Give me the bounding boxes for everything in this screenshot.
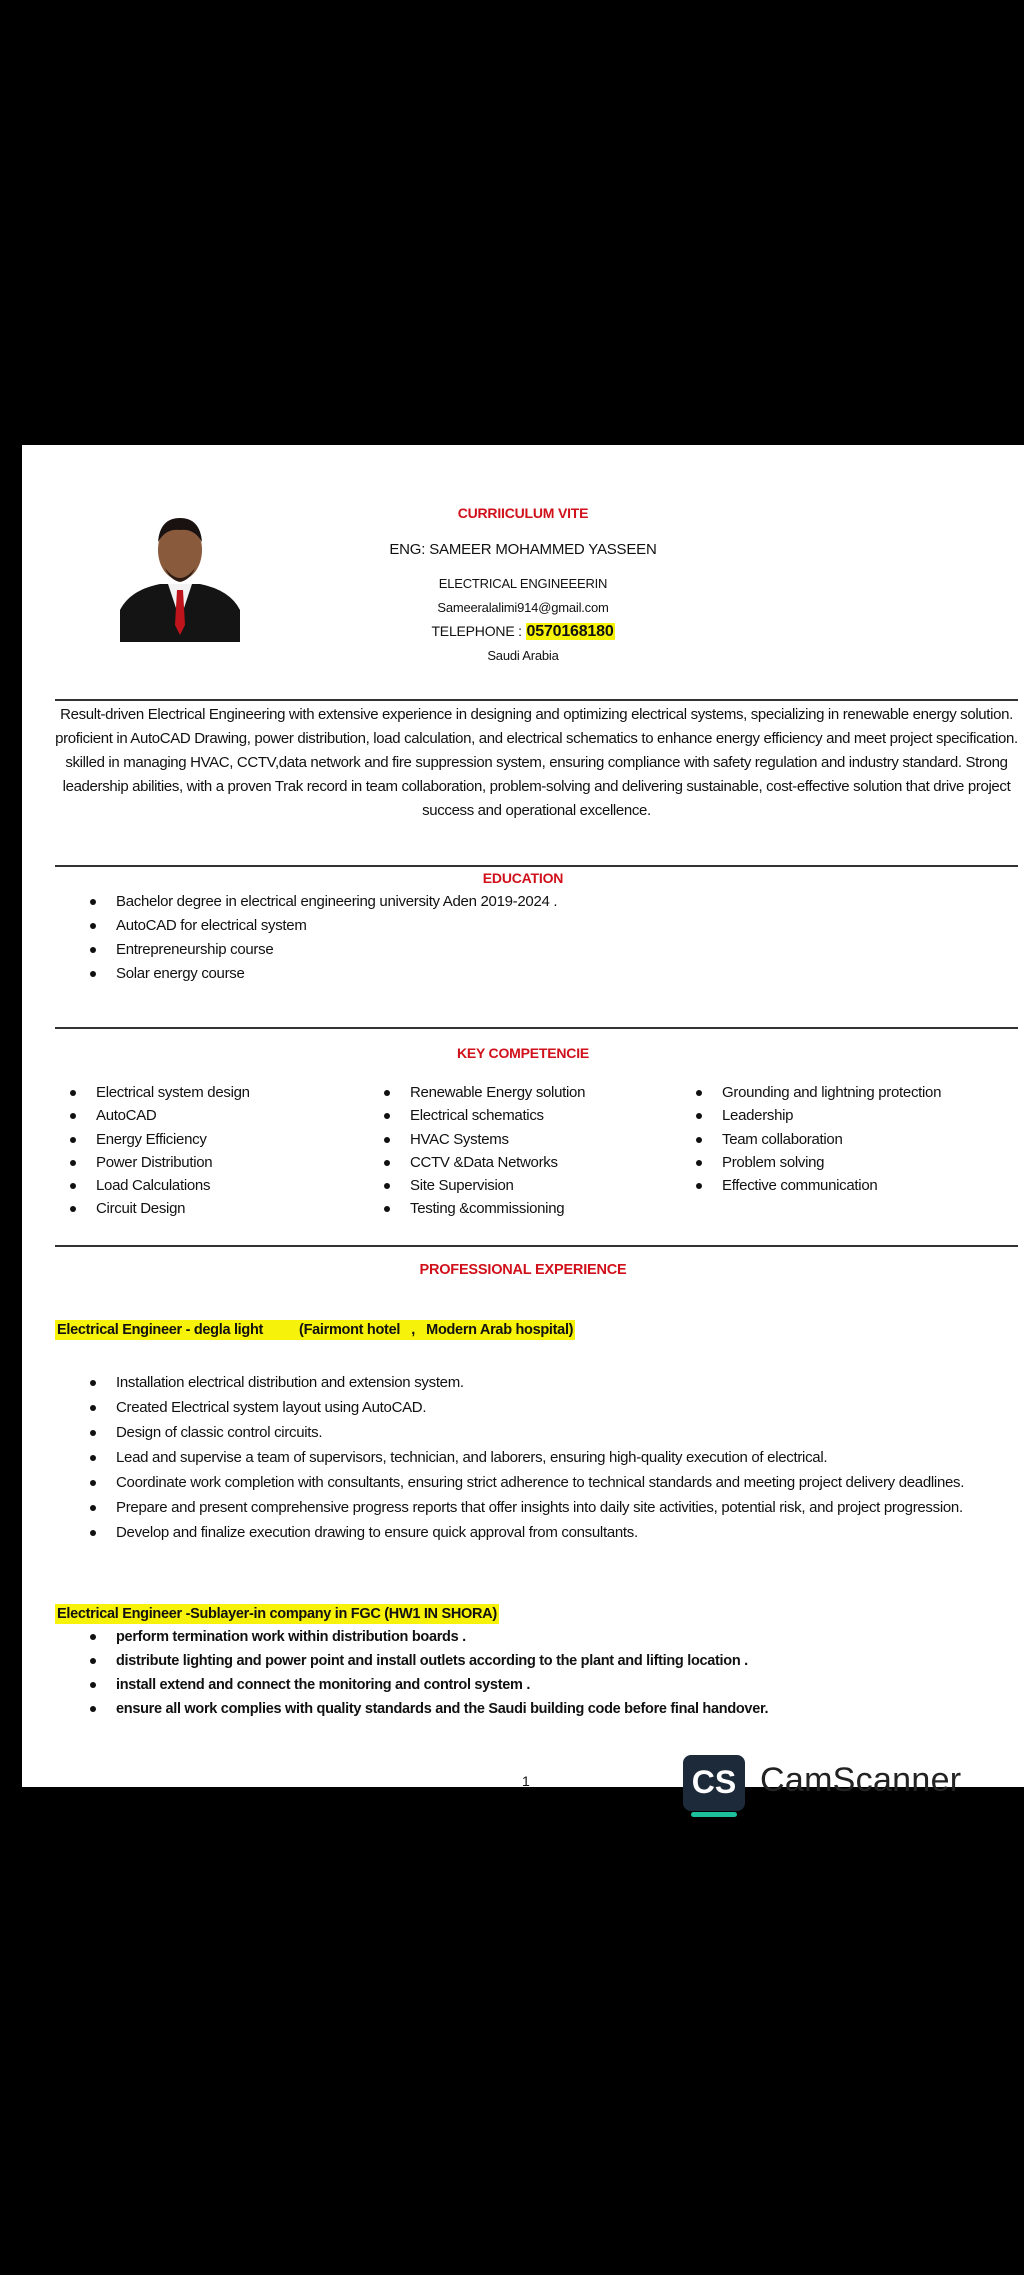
telephone-number: 0570168180 — [526, 623, 614, 640]
camscanner-logo-icon: CS — [683, 1755, 745, 1811]
list-item: Installation electrical distribution and extension system. — [116, 1371, 996, 1395]
job-2-duties — [116, 1625, 768, 1721]
list-item: AutoCAD for electrical system — [116, 914, 557, 938]
country: Saudi Arabia — [487, 648, 559, 663]
job-1-title: Electrical Engineer - degla light — [57, 1322, 264, 1338]
list-item: Coordinate work completion with consultants, ensuring strict adherence to technical standards and meeting project delivery deadlines. — [116, 1471, 996, 1495]
list-item: Created Electrical system layout using AutoCAD. — [116, 1396, 996, 1420]
list-item: HVAC Systems — [410, 1128, 585, 1151]
list-item: Electrical system design — [96, 1081, 250, 1104]
telephone-line — [22, 623, 1024, 641]
competencies-column-1 — [96, 1081, 250, 1221]
resume-page — [22, 445, 1024, 1800]
list-item: Problem solving — [722, 1151, 941, 1174]
page-number: 1 — [522, 1773, 530, 1789]
list-item: Grounding and lightning protection — [722, 1081, 941, 1104]
camscanner-watermark: CamScanner — [760, 1761, 962, 1799]
job-1-projects: (Fairmont hotel , Modern Arab hospital) — [265, 1320, 575, 1340]
list-item: Develop and finalize execution drawing to ensure quick approval from consultants. — [116, 1521, 996, 1545]
list-item: Renewable Energy solution — [410, 1081, 585, 1104]
competencies-heading: KEY COMPETENCIE — [456, 1045, 590, 1061]
competencies-column-3 — [722, 1081, 941, 1197]
list-item: install extend and connect the monitoring and control system . — [116, 1673, 768, 1697]
experience-heading: PROFESSIONAL EXPERIENCE — [419, 1262, 627, 1278]
job-role: ELECTRICAL ENGINEEERIN — [438, 576, 608, 591]
list-item: Prepare and present comprehensive progress reports that offer insights into daily site activities, potential risk, and project progression. — [116, 1496, 996, 1520]
education-heading: EDUCATION — [482, 870, 564, 886]
candidate-name: ENG: SAMEER MOHAMMED YASSEEN — [389, 541, 657, 558]
list-item: ensure all work complies with quality standards and the Saudi building code before final handover. — [116, 1697, 768, 1721]
list-item: Effective communication — [722, 1174, 941, 1197]
competencies-column-2 — [410, 1081, 585, 1221]
divider — [55, 1027, 1018, 1029]
job-1-duties — [116, 1371, 996, 1546]
list-item: Solar energy course — [116, 962, 557, 986]
list-item: AutoCAD — [96, 1104, 250, 1127]
email: Sameeralalimi914@gmail.com — [437, 600, 609, 615]
job-2-header — [55, 1605, 499, 1623]
list-item: Load Calculations — [96, 1174, 250, 1197]
education-list — [116, 890, 557, 986]
divider — [55, 699, 1018, 701]
list-item: CCTV &Data Networks — [410, 1151, 585, 1174]
list-item: Energy Efficiency — [96, 1128, 250, 1151]
list-item: perform termination work within distribution boards . — [116, 1625, 768, 1649]
divider — [55, 1245, 1018, 1247]
list-item: Bachelor degree in electrical engineering university Aden 2019-2024 . — [116, 890, 557, 914]
list-item: Circuit Design — [96, 1197, 250, 1220]
professional-summary: Result-driven Electrical Engineering with extensive experience in designing and optimizing electrical systems, specializing in renewable energy solution. proficient in AutoCAD Drawing, power distribution, load calculation, and electrical schematics to enhance energy efficiency and meet project specification. skilled in managing HVAC, CCTV,data network and fire suppression system, ensuring compliance with safety regulation and industry standard. Strong leadership abilities, with a proven Trak record in team collaboration, problem-solving and delivering sustainable, cost-effective solution that drive project success and operational excellence. — [55, 706, 1018, 819]
telephone-label: TELEPHONE : — [431, 623, 526, 639]
list-item: distribute lighting and power point and install outlets according to the plant and lifting location . — [116, 1649, 768, 1673]
list-item: Site Supervision — [410, 1174, 585, 1197]
job-1-header — [55, 1321, 575, 1339]
list-item: Electrical schematics — [410, 1104, 585, 1127]
list-item: Team collaboration — [722, 1128, 941, 1151]
divider — [55, 865, 1018, 867]
list-item: Leadership — [722, 1104, 941, 1127]
list-item: Testing &commissioning — [410, 1197, 585, 1220]
list-item: Lead and supervise a team of supervisors, technician, and laborers, ensuring high-quality execution of electrical. — [116, 1446, 996, 1470]
list-item: Design of classic control circuits. — [116, 1421, 996, 1445]
list-item: Power Distribution — [96, 1151, 250, 1174]
document-title: CURRIICULUM VITE — [457, 505, 589, 521]
job-2-title: Electrical Engineer -Sublayer-in company in FGC (HW1 IN SHORA) — [57, 1606, 497, 1622]
list-item: Entrepreneurship course — [116, 938, 557, 962]
